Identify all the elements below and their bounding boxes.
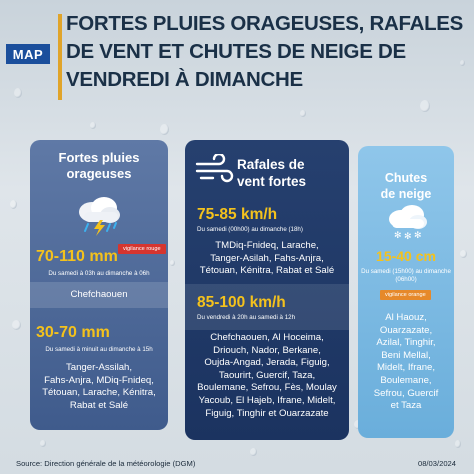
rain-cities-high: Chefchaouen	[70, 289, 128, 300]
map-logo: MAP	[6, 44, 50, 64]
wind-gust-icon	[195, 154, 235, 189]
wind-cities-medium: TMDiq-Fnideq, Larache, Tanger-Asilah, Fahs-Anjra, Tétouan, Kénitra, Rabat et Salé	[199, 240, 335, 277]
svg-text:✻: ✻	[404, 232, 412, 240]
thunderstorm-cloud-icon	[74, 194, 124, 241]
publish-date: 08/03/2024	[417, 459, 456, 468]
wind-period-medium: Du samedi (00h00) au dimanche (18h)	[197, 226, 303, 233]
rain-range-medium: 30-70 mm	[36, 324, 110, 341]
wind-period-high: Du vendredi à 20h au samedi à 12h	[197, 314, 296, 321]
card-snowfall-title: Chutes de neige	[380, 171, 432, 201]
source-credit: Source: Direction générale de la météorologie (DGM)	[16, 459, 196, 468]
rain-cities-medium: Tanger-Assilah, Fahs-Anjra, MDiq-Fnideq, Tétouan, Larache, Kénitra, Rabat et Salé	[42, 362, 156, 411]
header	[0, 0, 474, 118]
svg-text:✻: ✻	[394, 231, 402, 240]
rain-period-high: Du samedi à 03h au dimanche à 06h	[48, 270, 150, 277]
vigilance-red-badge: vigilance rouge	[118, 244, 166, 254]
wind-range-medium: 75-85 km/h	[197, 206, 278, 223]
card-wind-gusts	[185, 140, 349, 440]
snow-cities: Al Haouz, Ouarzazate, Azilal, Tinghir, Beni Mellal, Midelt, Ifrane, Boulemane, Sefrou, Guercif et Taza	[373, 312, 439, 412]
rain-period-medium: Du samedi à minuit au dimanche à 15h	[45, 346, 153, 353]
card-wind-gusts-title: Rafales de vent fortes	[237, 157, 307, 189]
card-heavy-rain	[30, 140, 168, 430]
snow-period: Du samedi (15h00) au dimanche (06h00)	[361, 268, 451, 283]
svg-text:✻: ✻	[414, 231, 422, 240]
wind-range-high: 85-100 km/h	[197, 294, 286, 311]
rain-range-high: 70-110 mm	[36, 248, 118, 265]
title-accent-bar	[58, 14, 62, 100]
card-heavy-rain-title: Fortes pluies orageuses	[58, 150, 140, 181]
snow-range: 15-40 cm	[376, 248, 436, 264]
card-snowfall	[358, 146, 454, 438]
page-title: FORTES PLUIES ORAGEUSES, RAFALES DE VENT ET CHUTES DE NEIGE DE VENDREDI À DIMANCHE	[66, 12, 464, 91]
wind-cities-high: Chefchaouen, Al Hoceima, Driouch, Nador, Berkane, Oujda-Angad, Jerada, Figuig, Taourirt, Guercif, Taza, Boulemane, Sefrou, Fès, Moulay Yacoub, El Hajeb, Ifrane, Midelt, Figuig, Tinghir et Ouarzazate	[197, 332, 337, 419]
vigilance-orange-badge: vigilance orange	[380, 290, 431, 300]
snow-cloud-icon	[384, 204, 430, 245]
